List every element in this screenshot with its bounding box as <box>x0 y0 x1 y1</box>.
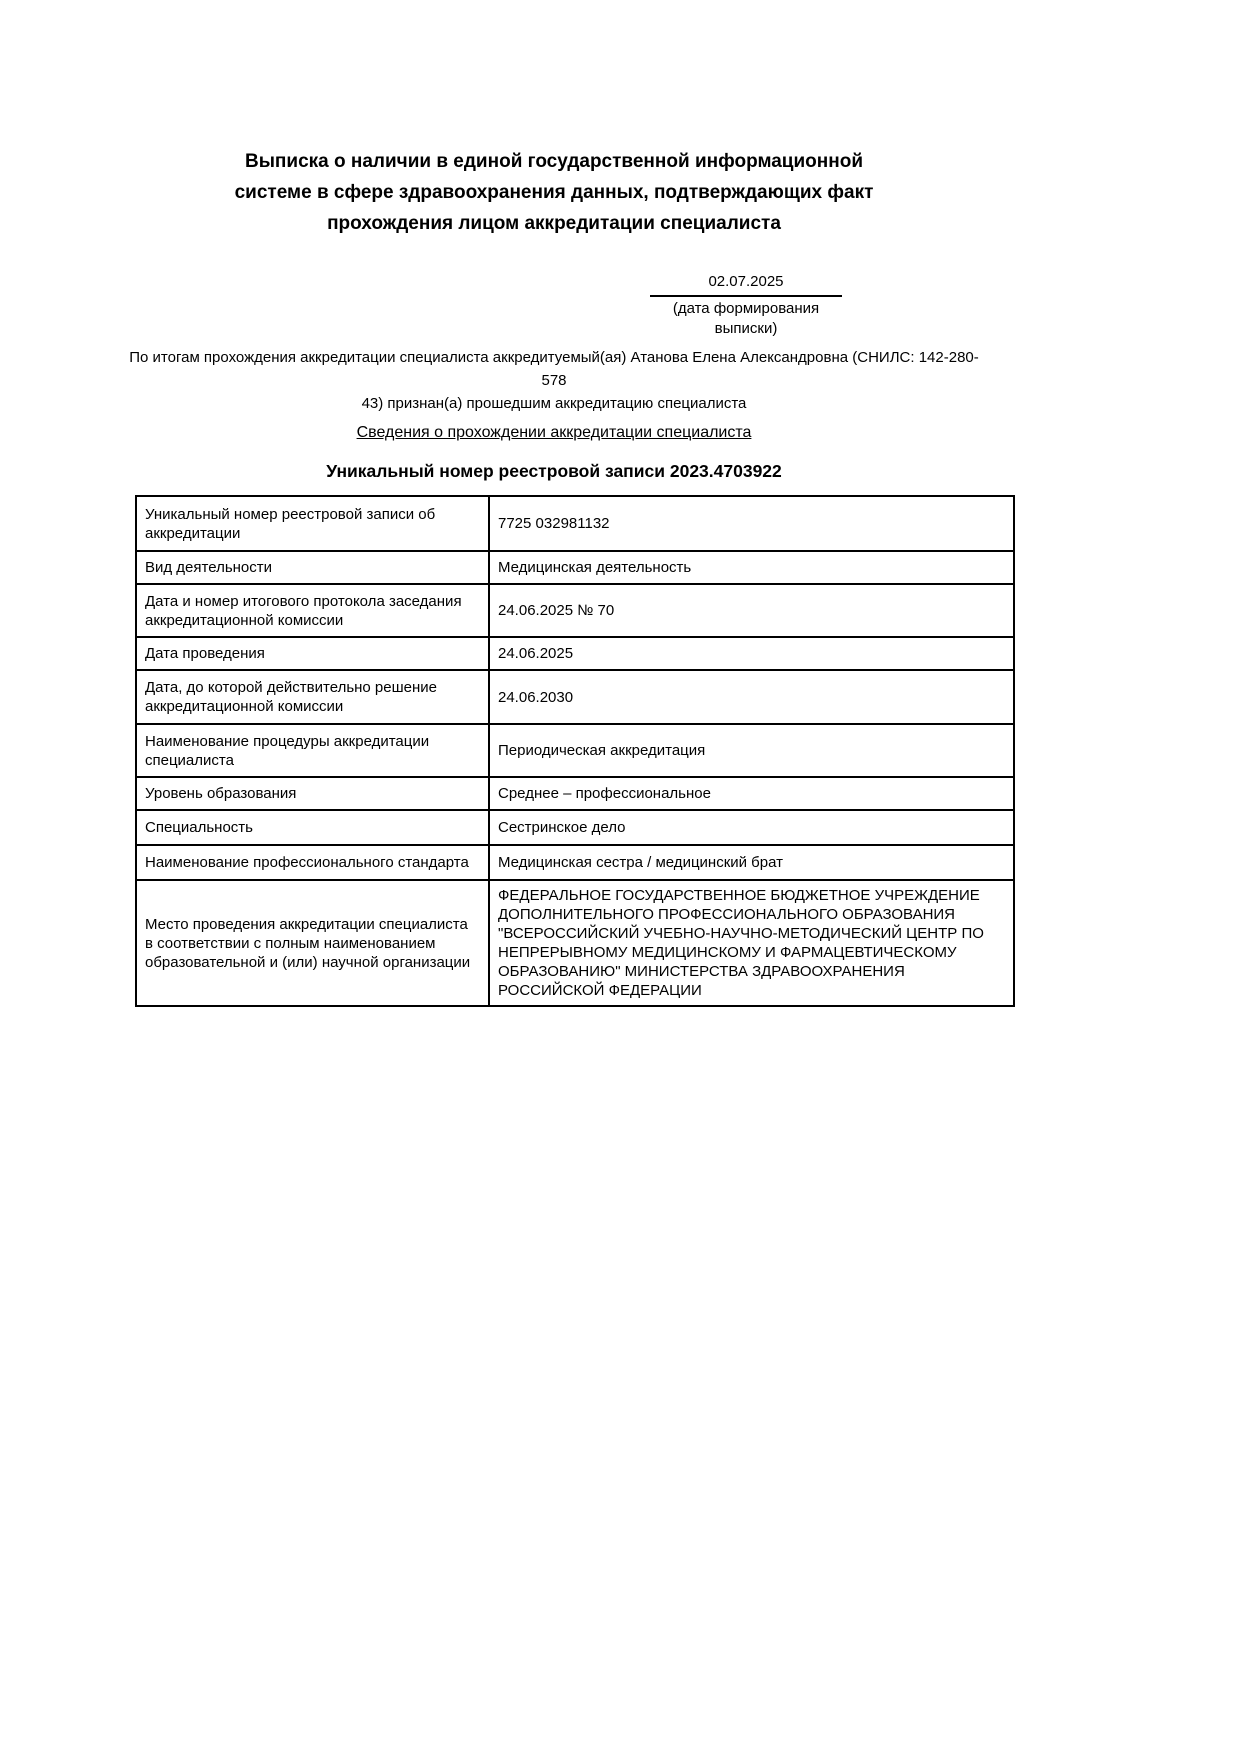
row-value: Среднее – профессиональное <box>489 777 1014 810</box>
table-row <box>136 637 1014 670</box>
row-value: Медицинская деятельность <box>489 551 1014 584</box>
row-label: Дата, до которой действительно решение аккредитационной комиссии <box>136 670 489 724</box>
row-value: Периодическая аккредитация <box>489 724 1014 777</box>
intro-paragraph-line: 43) признан(а) прошедшим аккредитацию специалиста <box>361 395 747 412</box>
row-label: Место проведения аккредитации специалиста в соответствии с полным наименованием образовательной и (или) научной организации <box>136 880 489 1006</box>
document-title-line: системе в сфере здравоохранения данных, подтверждающих факт <box>234 182 874 203</box>
table-row <box>136 551 1014 584</box>
row-label: Вид деятельности <box>136 551 489 584</box>
row-label: Наименование процедуры аккредитации специалиста <box>136 724 489 777</box>
table-row <box>136 670 1014 724</box>
formation-date-value: 02.07.2025 <box>650 272 842 297</box>
row-value: 24.06.2030 <box>489 670 1014 724</box>
row-label: Дата и номер итогового протокола заседания аккредитационной комиссии <box>136 584 489 637</box>
row-value: Медицинская сестра / медицинский брат <box>489 845 1014 880</box>
document-title <box>135 146 973 239</box>
document-title-line: прохождения лицом аккредитации специалиста <box>327 213 781 234</box>
table-row <box>136 777 1014 810</box>
registry-number-heading: Уникальный номер реестровой записи 2023.4703922 <box>326 461 782 481</box>
row-value: ФЕДЕРАЛЬНОЕ ГОСУДАРСТВЕННОЕ БЮДЖЕТНОЕ УЧРЕЖДЕНИЕ ДОПОЛНИТЕЛЬНОГО ПРОФЕССИОНАЛЬНОГО ОБРАЗОВАНИЯ "ВСЕРОССИЙСКИЙ УЧЕБНО-НАУЧНО-МЕТОДИЧЕСКИЙ ЦЕНТР ПО НЕПРЕРЫВНОМУ МЕДИЦИНСКОМУ И ФАРМАЦЕВТИЧЕСКОМУ ОБРАЗОВАНИЮ" МИНИСТЕРСТВА ЗДРАВООХРАНЕНИЯ РОССИЙСКОЙ ФЕДЕРАЦИИ <box>489 880 1014 1006</box>
section-heading: Сведения о прохождении аккредитации специалиста <box>356 424 752 441</box>
table-row <box>136 810 1014 845</box>
table-row <box>136 845 1014 880</box>
row-label: Наименование профессионального стандарта <box>136 845 489 880</box>
table-row <box>136 880 1014 1006</box>
intro-paragraph <box>123 346 985 415</box>
formation-date-block <box>640 272 852 339</box>
table-row <box>136 584 1014 637</box>
row-value: Сестринское дело <box>489 810 1014 845</box>
formation-date-caption: (дата формирования выписки) <box>672 300 820 337</box>
row-label: Дата проведения <box>136 637 489 670</box>
row-label: Специальность <box>136 810 489 845</box>
table-row <box>136 496 1014 551</box>
row-value: 24.06.2025 <box>489 637 1014 670</box>
row-label: Уровень образования <box>136 777 489 810</box>
row-value: 24.06.2025 № 70 <box>489 584 1014 637</box>
document-content <box>129 0 984 1755</box>
row-label: Уникальный номер реестровой записи об аккредитации <box>136 496 489 551</box>
table-row <box>136 724 1014 777</box>
accreditation-table <box>135 495 1015 1007</box>
intro-paragraph-line: По итогам прохождения аккредитации специалиста аккредитуемый(ая) Атанова Елена Александровна (СНИЛС: 142-280-578 <box>129 349 979 389</box>
row-value: 7725 032981132 <box>489 496 1014 551</box>
document-title-line: Выписка о наличии в единой государственной информационной <box>244 151 864 172</box>
